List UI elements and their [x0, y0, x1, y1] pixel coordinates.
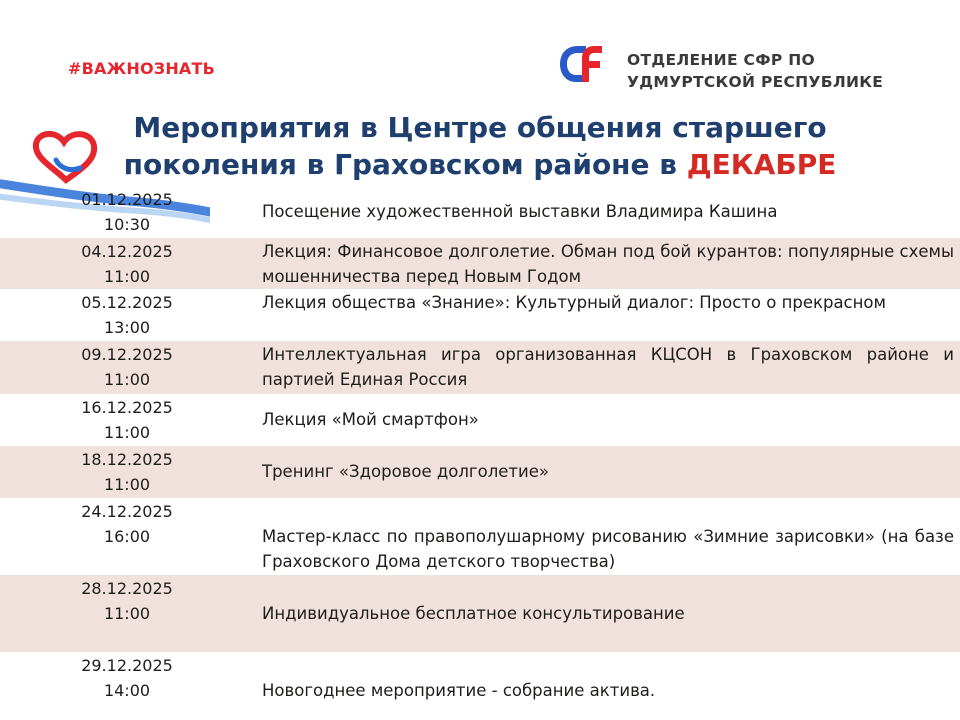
event-time: 13:00	[103, 318, 151, 337]
event-row	[0, 575, 960, 652]
event-title: Лекция общества «Знание»: Культурный диалог: Просто о прекрасном	[262, 293, 886, 312]
event-title: Мастер-класс по правополушарному рисованию «Зимние зарисовки» (на базе Граховского Дома детского творчества)	[262, 527, 954, 571]
event-schedule	[0, 186, 960, 720]
event-date: 01.12.2025	[81, 190, 173, 209]
event-row	[0, 446, 960, 498]
event-title: Лекция: Финансовое долголетие. Обман под бой курантов: популярные схемы мошенничества перед Новым Годом	[262, 242, 954, 286]
event-row	[0, 341, 960, 394]
event-row	[0, 186, 960, 238]
event-datetime	[60, 653, 194, 703]
event-time: 11:00	[103, 475, 151, 494]
event-datetime	[60, 290, 194, 340]
event-title: Посещение художественной выставки Владимира Кашина	[262, 202, 778, 221]
event-date: 09.12.2025	[81, 345, 173, 364]
title-line2-text: поколения в Граховском районе в	[123, 148, 687, 181]
title-line2	[30, 147, 930, 183]
event-datetime	[60, 342, 194, 392]
title-month: ДЕКАБРЕ	[686, 148, 837, 181]
event-row	[0, 498, 960, 575]
event-datetime	[60, 239, 194, 289]
organization-name	[627, 49, 883, 93]
event-time: 11:00	[103, 370, 151, 389]
event-date: 24.12.2025	[81, 502, 173, 521]
event-datetime	[60, 395, 194, 445]
org-name-line2: УДМУРТСКОЙ РЕСПУБЛИКЕ	[627, 73, 884, 91]
event-row	[0, 289, 960, 341]
event-title: Индивидуальное бесплатное консультирование	[262, 604, 685, 623]
event-title: Тренинг «Здоровое долголетие»	[262, 462, 549, 481]
event-datetime	[60, 187, 194, 237]
event-time: 11:00	[103, 423, 151, 442]
event-title: Новогоднее мероприятие - собрание актива.	[262, 681, 656, 700]
sfr-logo-icon	[556, 42, 616, 86]
event-time: 11:00	[103, 267, 151, 286]
title-line1: Мероприятия в Центре общения старшего	[133, 111, 827, 144]
event-date: 28.12.2025	[81, 579, 173, 598]
event-row	[0, 394, 960, 446]
event-datetime	[60, 576, 194, 626]
event-date: 05.12.2025	[81, 293, 173, 312]
event-title: Лекция «Мой смартфон»	[262, 410, 479, 429]
event-time: 11:00	[103, 604, 151, 623]
event-date: 18.12.2025	[81, 450, 173, 469]
org-name-line1: ОТДЕЛЕНИЕ СФР ПО	[627, 51, 815, 69]
event-time: 14:00	[103, 681, 151, 700]
event-row	[0, 238, 960, 289]
event-date: 16.12.2025	[81, 398, 173, 417]
event-date: 29.12.2025	[81, 656, 173, 675]
event-row	[0, 652, 960, 720]
event-date: 04.12.2025	[81, 242, 173, 261]
hashtag: #ВАЖНОЗНАТЬ	[68, 59, 216, 78]
event-datetime	[60, 447, 194, 497]
event-time: 16:00	[103, 527, 151, 546]
event-title: Интеллектуальная игра организованная КЦСОН в Граховском районе и партией Единая Россия	[262, 345, 954, 389]
event-time: 10:30	[103, 215, 151, 234]
event-datetime	[60, 499, 194, 549]
